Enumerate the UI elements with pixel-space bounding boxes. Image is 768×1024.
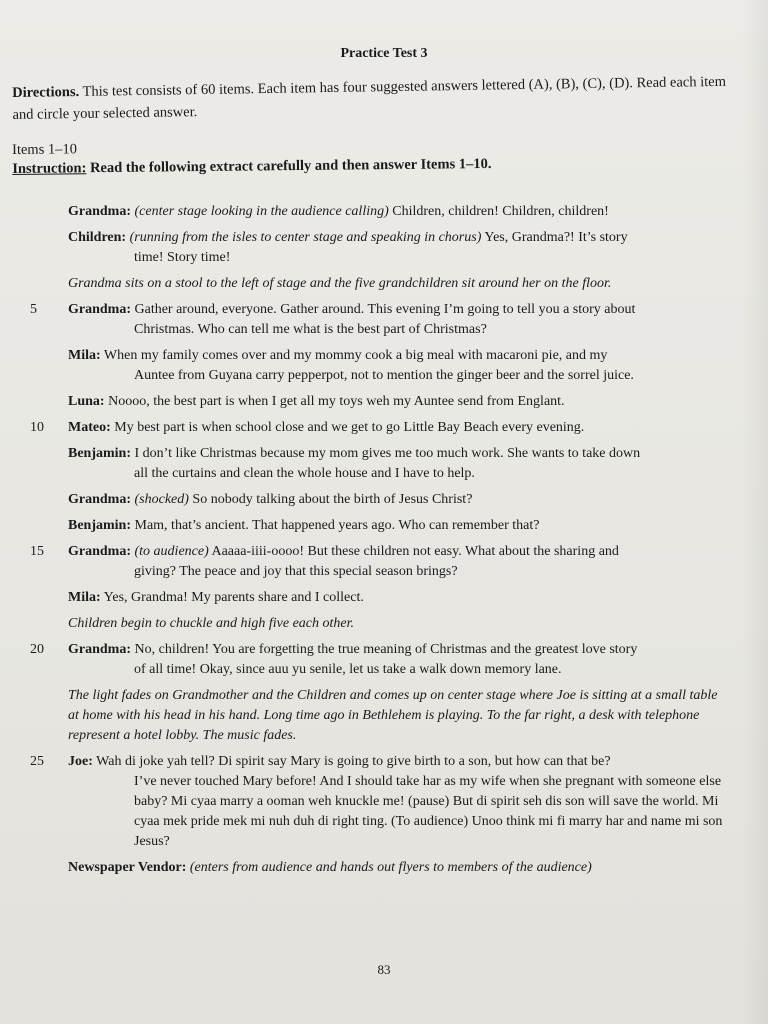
speaker-name: Grandma: [68, 302, 131, 317]
speaker-name: Grandma: [68, 642, 131, 657]
speaker-name: Children: [68, 230, 127, 245]
dialogue-text: No, children! You are forgetting the true meaning of Christmas and the greatest love story [134, 642, 638, 657]
play-extract [30, 202, 730, 884]
dialogue-line [30, 228, 730, 268]
stage-note: (enters from audience and hands out flyers to members of the audience) [189, 860, 592, 875]
dialogue-line [30, 444, 730, 484]
dialogue-text: Yes, Grandma! My parents share and I collect. [103, 590, 364, 605]
dialogue-continuation: Christmas. Who can tell me what is the best part of Christmas? [134, 322, 487, 337]
dialogue-text: Aaaaa-iiii-oooo! But these children not easy. What about the sharing and [208, 544, 619, 559]
page-shadow [742, 0, 768, 1024]
dialogue-line [30, 640, 730, 680]
dialogue-line [30, 202, 730, 222]
stage-direction-text: Grandma sits on a stool to the left of stage and the five grandchildren sit around her on the floor. [68, 276, 612, 291]
stage-direction-text: Children begin to chuckle and high five each other. [68, 616, 355, 631]
instruction-text: Read the following extract carefully and then answer Items 1–10. [86, 155, 492, 177]
dialogue-continuation: of all time! Okay, since auu yu senile, let us take a walk down memory lane. [134, 662, 562, 677]
stage-direction [30, 686, 730, 746]
stage-direction [30, 274, 730, 294]
dialogue-text: Children, children! Children, children! [388, 204, 609, 219]
dialogue-text: Wah di joke yah tell? Di spirit say Mary is going to give birth to a son, but how can that be? [96, 754, 611, 769]
dialogue-text: My best part is when school close and we get to go Little Bay Beach every evening. [114, 420, 585, 435]
page-number: 83 [377, 962, 391, 977]
speaker-name: Luna: [68, 394, 105, 409]
dialogue-line [30, 858, 730, 878]
directions-label: Directions. [12, 83, 80, 101]
dialogue-line [30, 490, 730, 510]
directions [12, 71, 733, 126]
dialogue-line [30, 752, 730, 852]
dialogue-continuation: giving? The peace and joy that this special season brings? [134, 564, 458, 579]
speaker-name: Grandma: [68, 204, 131, 219]
dialogue-text: I don’t like Christmas because my mom gives me too much work. She wants to take down [134, 446, 641, 461]
dialogue-continuation: Auntee from Guyana carry pepperpot, not to mention the ginger beer and the sorrel juice. [134, 368, 634, 383]
stage-direction [30, 614, 730, 634]
instruction-label: Instruction: [12, 160, 87, 177]
line-number: 20 [30, 642, 44, 657]
items-range: Items 1–10 [12, 141, 78, 158]
page-title: Practice Test 3 [340, 46, 428, 61]
dialogue-line [30, 516, 730, 536]
stage-note: (running from the isles to center stage and speaking in chorus) [129, 230, 482, 245]
dialogue-text: When my family comes over and my mommy cook a big meal with macaroni pie, and my [103, 348, 608, 363]
dialogue-continuation: all the curtains and clean the whole house and I have to help. [134, 466, 475, 481]
line-number: 5 [30, 302, 37, 317]
dialogue-text: Gather around, everyone. Gather around. This evening I’m going to tell you a story about [134, 302, 636, 317]
stage-direction-text: The light fades on Grandmother and the Children and comes up on center stage where Joe is sitting at a small table at home with his head in his hand. Long time ago in Bethlehem is playing. To the far right, a desk with telephone represent a hotel lobby. The music fades. [68, 688, 718, 743]
speaker-name: Joe: [68, 754, 93, 769]
speaker-name: Benjamin: [68, 518, 131, 533]
dialogue-line [30, 300, 730, 340]
dialogue-text: Mam, that’s ancient. That happened years ago. Who can remember that? [134, 518, 540, 533]
dialogue-text: Yes, Grandma?! It’s story [481, 230, 628, 245]
speaker-name: Mila: [68, 348, 101, 363]
speaker-name: Grandma: [68, 544, 131, 559]
speaker-name: Mila: [68, 590, 101, 605]
stage-note: (shocked) [134, 492, 189, 507]
dialogue-line [30, 542, 730, 582]
dialogue-line [30, 346, 730, 386]
line-number: 25 [30, 754, 44, 769]
items-header [12, 133, 732, 179]
line-number: 15 [30, 544, 44, 559]
dialogue-text: Noooo, the best part is when I get all my toys weh my Auntee send from Englant. [108, 394, 565, 409]
stage-note: (to audience) [134, 544, 209, 559]
dialogue-text: So nobody talking about the birth of Jesus Christ? [188, 492, 473, 507]
speaker-name: Grandma: [68, 492, 131, 507]
dialogue-line [30, 588, 730, 608]
speaker-name: Mateo: [68, 420, 111, 435]
dialogue-continuation: time! Story time! [134, 250, 231, 265]
line-number: 10 [30, 420, 44, 435]
speaker-name: Newspaper Vendor: [68, 860, 187, 875]
dialogue-line [30, 418, 730, 438]
speaker-name: Benjamin: [68, 446, 131, 461]
stage-note: (center stage looking in the audience calling) [134, 204, 389, 219]
dialogue-line [30, 392, 730, 412]
directions-text: This test consists of 60 items. Each item has four suggested answers lettered (A), (B), (C), (D). Read each item and circle your selected answer. [12, 73, 727, 123]
dialogue-continuation: I’ve never touched Mary before! And I should take har as my wife when she pregnant with someone else baby? Mi cyaa marry a ooman weh knuckle me! (pause) But di spirit seh dis son will save the world. Mi cyaa mek pride mek mi nuh duh di right ting. (To audience) Unoo think mi fi marry har and name mi son Jesus? [134, 774, 723, 849]
